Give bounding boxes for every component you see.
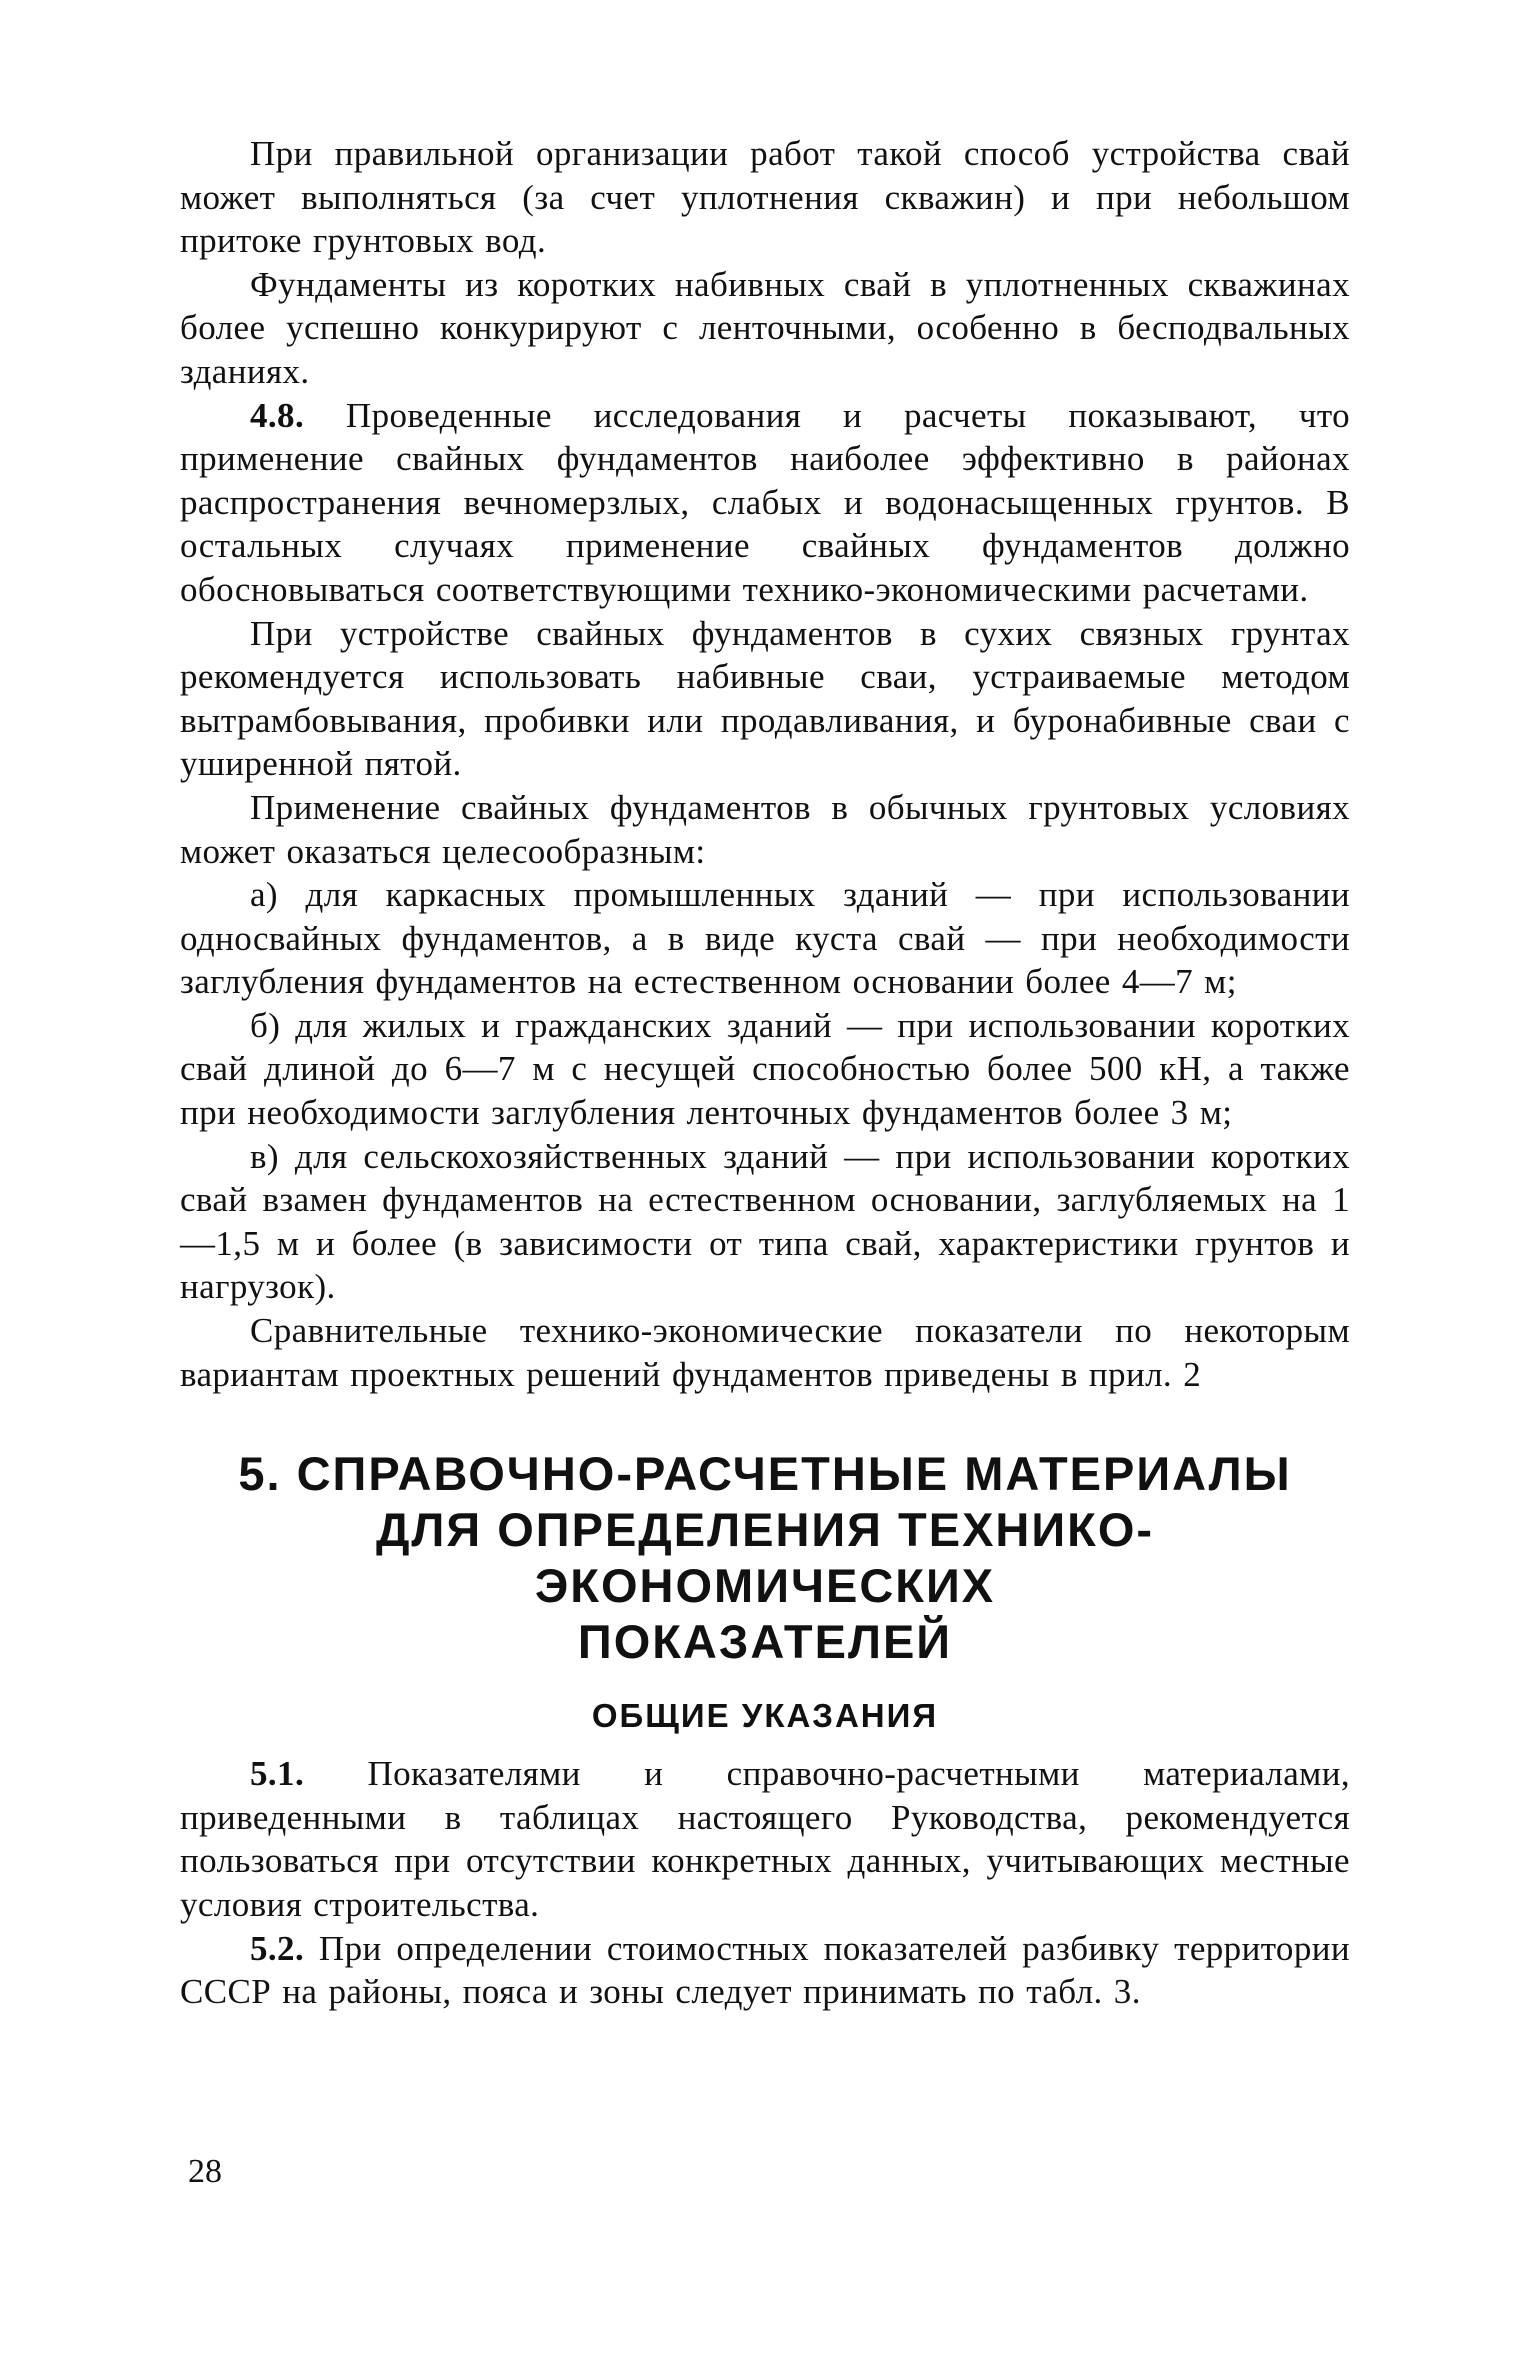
section-title — [180, 1446, 1350, 1670]
subsection-title: ОБЩИЕ УКАЗАНИЯ — [591, 1697, 939, 1735]
list-item: в) для сельскохозяйственных зданий — при использовании коротких свай взамен фундаментов на естественном основании, заглубляемых на 1—1,5 м и более (в зависимости от типа свай, характеристики грунтов и нагрузок). — [180, 1136, 1350, 1307]
page-number: 28 — [188, 2153, 222, 2190]
section-title-line: ДЛЯ ОПРЕДЕЛЕНИЯ ТЕХНИКО-ЭКОНОМИЧЕСКИХ — [375, 1503, 1155, 1613]
paragraph: Применение свайных фундаментов в обычных грунтовых условиях может оказаться целесообразным: — [180, 787, 1350, 871]
clause-number: 5.1. — [250, 1754, 305, 1794]
section-title-line: ПОКАЗАТЕЛЕЙ — [577, 1615, 953, 1669]
paragraph: 4.8. Проведенные исследования и расчеты показывают, что применение свайных фундаментов наиболее эффективно в районах распространения вечномерзлых, слабых и водонасыщенных грунтов. В остальных случаях применение свайных фундаментов должно обосновываться соответствующими технико-экономическими расчетами. — [180, 395, 1350, 609]
list-item: б) для жилых и гражданских зданий — при использовании коротких свай длиной до 6—7 м с несущей способностью более 500 кН, а также при необходимости заглубления ленточных фундаментов более 3 м; — [180, 1005, 1350, 1133]
paragraph: 5.1. Показателями и справочно-расчетными материалами, приведенными в таблицах настоящего Руководства, рекомендуется пользоваться при отсутствии конкретных данных, учитывающих местные условия строительства. — [180, 1754, 1350, 1924]
paragraph: 5.2. При определении стоимостных показателей разбивку территории СССР на районы, пояса и зоны следует принимать по табл. 3. — [180, 1928, 1350, 2012]
clause-number: 4.8. — [250, 395, 305, 435]
list-item: а) для каркасных промышленных зданий — при использовании односвайных фундаментов, а в виде куста свай — при необходимости заглубления фундаментов на естественном основании более 4—7 м; — [180, 875, 1350, 1002]
paragraph: Сравнительные технико-экономические показатели по некоторым вариантам проектных решений фундаментов приведены в прил. 2 — [180, 1311, 1350, 1394]
paragraph: Фундаменты из коротких набивных свай в уплотненных скважинах более успешно конкурируют с ленточными, особенно в бесподвальных зданиях. — [180, 264, 1350, 391]
paragraph: При правильной организации работ такой способ устройства свай может выполняться (за счет уплотнения скважин) и при небольшом притоке грунтовых вод. — [180, 134, 1350, 261]
text-column — [180, 132, 1350, 2014]
paragraph: При устройстве свайных фундаментов в сухих связных грунтах рекомендуется использовать набивные сваи, устраиваемые методом вытрамбовывания, пробивки или продавливания, и буронабивные сваи с уширенной пятой. — [180, 613, 1350, 784]
section-title-line: 5. СПРАВОЧНО-РАСЧЕТНЫЕ МАТЕРИАЛЫ — [238, 1447, 1292, 1501]
clause-number: 5.2. — [250, 1928, 305, 1968]
